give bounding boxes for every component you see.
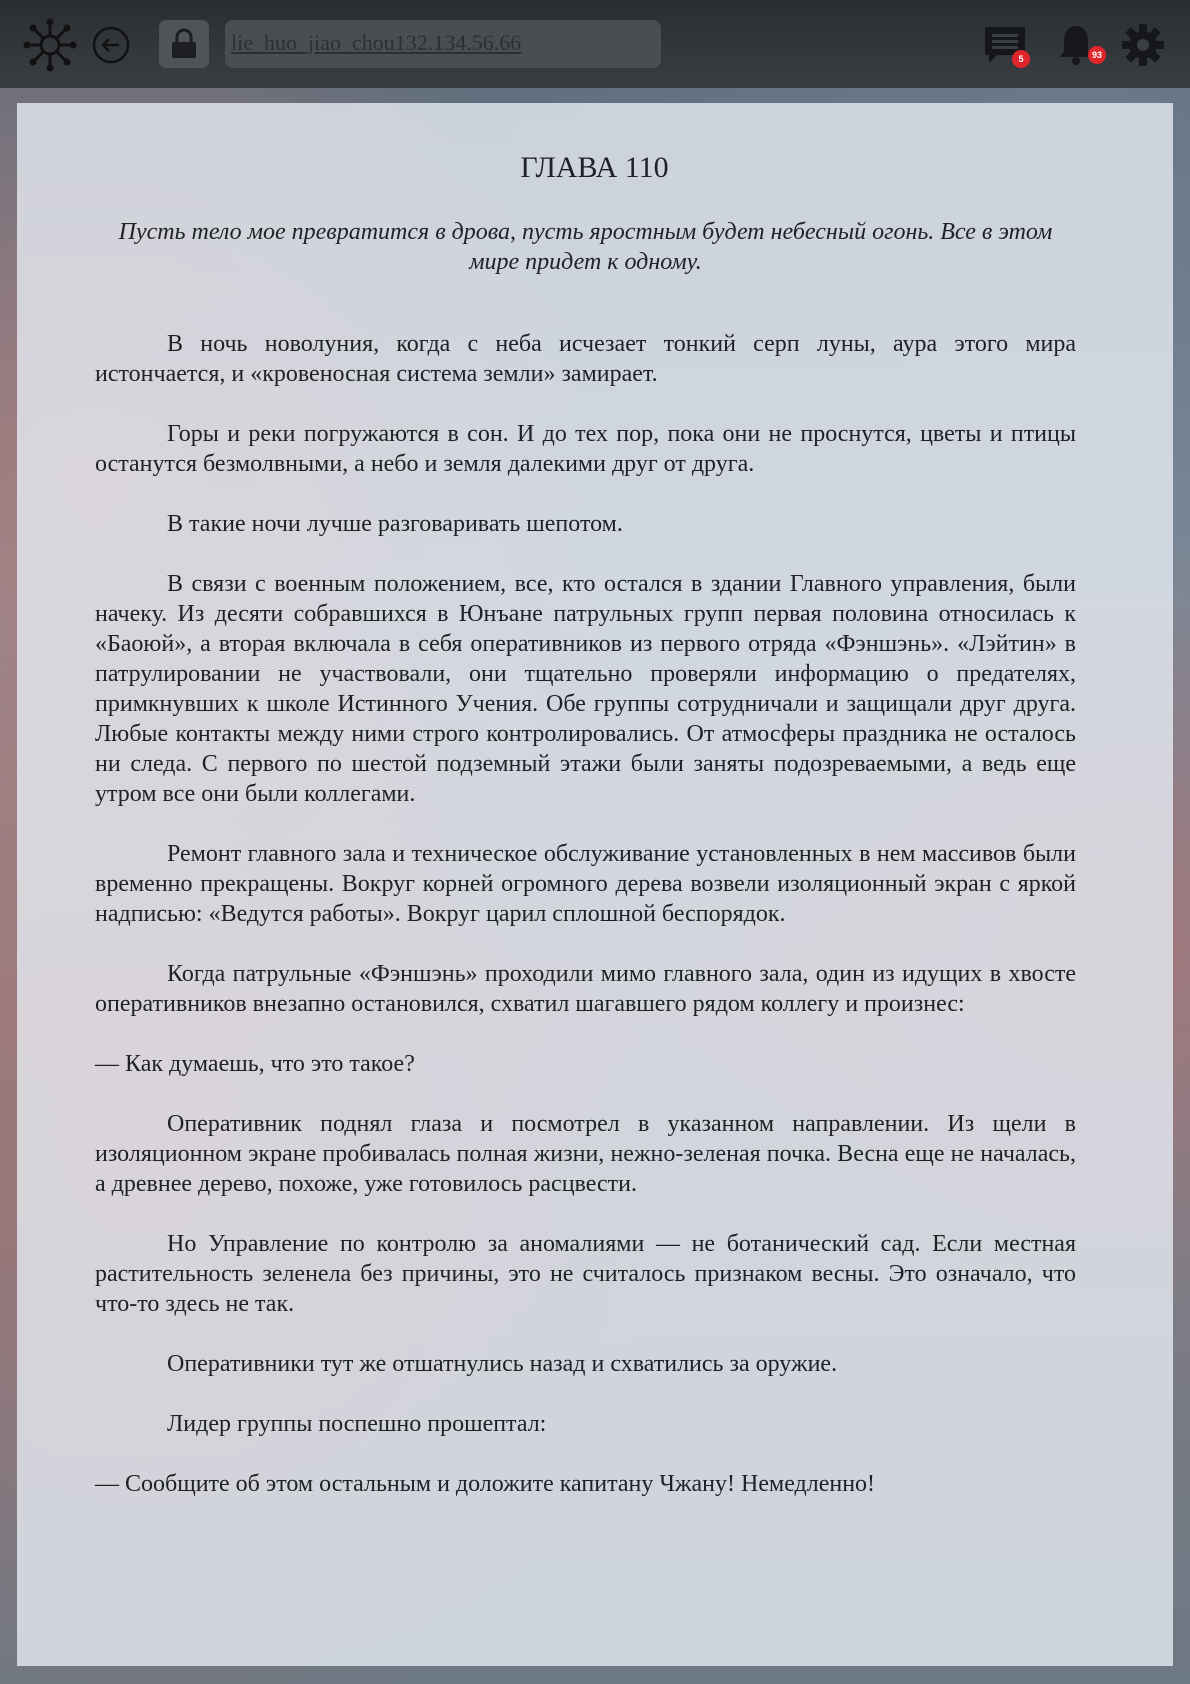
- paragraph: Горы и реки погружаются в сон. И до тех пор, пока они не проснутся, цветы и птицы останутся безмолвными, а небо и земля далекими друг от друга.: [95, 421, 1076, 477]
- paragraph: Но Управление по контролю за аномалиями — не ботанический сад. Если местная растительность зеленела без причины, это не считалось признаком весны. Это означало, что что-то здесь не так.: [95, 1231, 1076, 1317]
- hub-icon[interactable]: [22, 17, 78, 73]
- dialog-line: — Сообщите об этом остальным и доложите капитану Чжану! Немедленно!: [95, 1471, 876, 1497]
- settings-button[interactable]: [1118, 20, 1168, 70]
- chapter-epigraph: Пусть тело мое превратится в дрова, пусть яростным будет небесный огонь. Все в этом мире придет к одному.: [118, 219, 1053, 275]
- paragraph: В такие ночи лучше разговаривать шепотом.: [167, 511, 623, 537]
- top-toolbar: [0, 0, 1190, 88]
- chapter-title: ГЛАВА 110: [520, 151, 669, 184]
- address-field[interactable]: lie_huo_jiao_chou132.134.56.66: [225, 20, 661, 68]
- paragraph: В ночь новолуния, когда с неба исчезает тонкий серп луны, аура этого мира истончается, и «кровеносная система земли» замирает.: [95, 331, 1076, 387]
- messages-badge: 5: [1012, 50, 1030, 68]
- lock-icon: [169, 28, 199, 60]
- reader-page: [17, 103, 1173, 1666]
- back-arrow-icon[interactable]: [92, 26, 130, 64]
- messages-button[interactable]: [980, 22, 1030, 68]
- paragraph: В связи с военным положением, все, кто остался в здании Главного управления, были начеку. Из десяти собравшихся в Юнъане патрульных групп первая половина относилась к «Баоюй», а вторая включала в себя оперативников из первого отряда «Фэншэнь». «Лэйтин» в патрулировании не участвовали, они тщательно проверяли информацию о предателях, примкнувших к школе Истинного Учения. Обе группы сотрудничали и защищали друг друга. Любые контакты между ними строго контролировались. От атмосферы праздника не осталось ни следа. С первого по шестой подземный этажи были заняты подозреваемыми, а ведь еще утром все они были коллегами.: [95, 571, 1076, 807]
- paragraph: Ремонт главного зала и техническое обслуживание установленных в нем массивов были временно прекращены. Вокруг корней огромного дерева возвели изоляционный экран с яркой надписью: «Ведутся работы». Вокруг царил сплошной беспорядок.: [95, 841, 1076, 927]
- paragraph: Оперативник поднял глаза и посмотрел в указанном направлении. Из щели в изоляционном экране пробивалась полная жизни, нежно-зеленая почка. Весна еще не началась, а древнее дерево, похоже, уже готовилось расцвести.: [95, 1111, 1076, 1197]
- chapter-body: [95, 329, 1076, 1499]
- notifications-button[interactable]: [1052, 20, 1100, 70]
- paragraph: Когда патрульные «Фэншэнь» проходили мимо главного зала, один из идущих в хвосте оперативников внезапно остановился, схватил шагавшего рядом коллегу и произнес:: [95, 961, 1076, 1017]
- notifications-badge: 93: [1088, 46, 1106, 64]
- gear-icon: [1121, 23, 1165, 67]
- bell-icon: [1058, 23, 1094, 67]
- paragraph: Лидер группы поспешно прошептал:: [167, 1411, 547, 1437]
- dialog-line: — Как думаешь, что это такое?: [95, 1051, 415, 1077]
- lock-button[interactable]: [159, 20, 209, 68]
- paragraph: Оперативники тут же отшатнулись назад и схватились за оружие.: [167, 1351, 838, 1377]
